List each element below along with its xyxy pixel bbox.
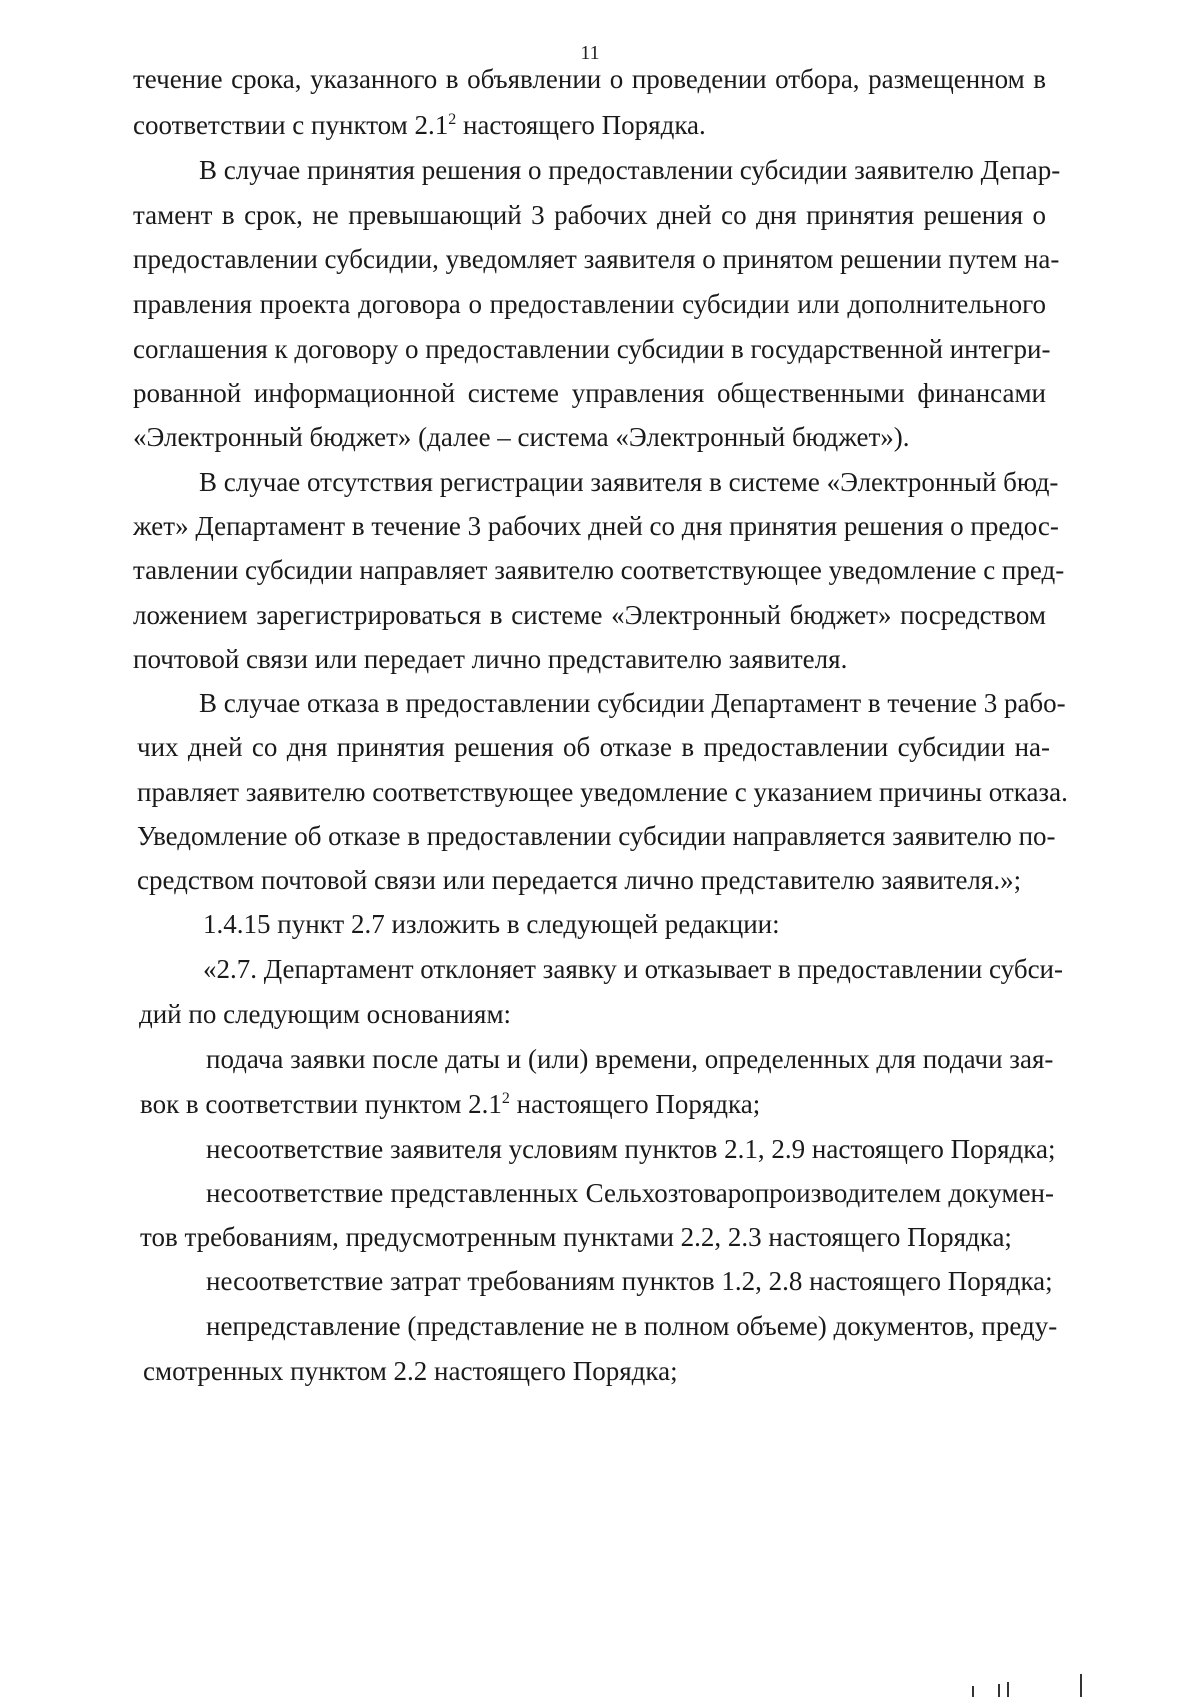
page-number: 11 — [580, 42, 600, 64]
text-line: «Электронный бюджет» (далее – система «Электронный бюджет»). — [133, 422, 910, 452]
scan-mark — [972, 1686, 974, 1697]
text-line: соответствии с пунктом $2.1^2$ настоящего Порядка. — [133, 110, 706, 140]
superscript: 2 — [501, 1090, 510, 1107]
text-line: В случае принятия решения о предоставлении субсидии заявителю Депар- — [199, 155, 1061, 185]
text-line: течение срока, указанного в объявлении о проведении отбора, размещенном в — [133, 64, 1046, 94]
text-line: подача заявки после даты и (или) времени, определенных для подачи зая- — [206, 1044, 1054, 1074]
text-line: соглашения к договору о предоставлении субсидии в государственной интегри- — [133, 334, 1051, 364]
text-line: несоответствие заявителя условиям пунктов 2.1, 2.9 настоящего Порядка; — [206, 1134, 1056, 1164]
text-line: непредставление (представление не в полном объеме) документов, преду- — [206, 1311, 1058, 1341]
text-line: чих дней со дня принятия решения об отказе в предоставлении субсидии на- — [137, 732, 1050, 762]
text-line: В случае отсутствия регистрации заявителя в системе «Электронный бюд- — [199, 467, 1059, 497]
text-line: 1.4.15 пункт 2.7 изложить в следующей редакции: — [203, 909, 780, 939]
text-line: жет» Департамент в течение 3 рабочих дней со дня принятия решения о предос- — [133, 511, 1059, 541]
text-line: тамент в срок, не превышающий 3 рабочих дней со дня принятия решения о — [133, 200, 1046, 230]
text-line: смотренных пунктом 2.2 настоящего Порядка; — [143, 1356, 678, 1386]
scan-mark — [1007, 1682, 1009, 1697]
text-line: несоответствие затрат требованиям пунктов 1.2, 2.8 настоящего Порядка; — [206, 1266, 1053, 1296]
text-line: дий по следующим основаниям: — [139, 999, 512, 1029]
scan-mark — [998, 1684, 1000, 1697]
text-line: почтовой связи или передает лично представителю заявителя. — [133, 644, 848, 674]
superscript: 2 — [448, 111, 457, 128]
text-line: рованной информационной системе управления общественными финансами — [133, 378, 1046, 408]
text-line: несоответствие представленных Сельхозтоваропроизводителем докумен- — [206, 1178, 1054, 1208]
text-line: правляет заявителю соответствующее уведомление с указанием причины отказа. — [137, 777, 1068, 807]
text-line: правления проекта договора о предоставлении субсидии или дополнительного — [133, 289, 1046, 319]
text-line: тавлении субсидии направляет заявителю соответствующее уведомление с пред- — [133, 555, 1065, 585]
text-line: Уведомление об отказе в предоставлении субсидии направляется заявителю по- — [137, 821, 1056, 851]
text-line: тов требованиям, предусмотренным пунктами 2.2, 2.3 настоящего Порядка; — [140, 1222, 1012, 1252]
text-line: В случае отказа в предоставлении субсидии Департамент в течение 3 рабо- — [199, 688, 1066, 718]
scan-mark — [1080, 1674, 1082, 1697]
text-line: «2.7. Департамент отклоняет заявку и отказывает в предоставлении субси- — [203, 954, 1063, 984]
text-line: ложением зарегистрироваться в системе «Электронный бюджет» посредством — [133, 600, 1046, 630]
text-line: вок в соответствии пунктом $2.1^2$ настоящего Порядка; — [140, 1089, 761, 1119]
text-line: средством почтовой связи или передается лично представителю заявителя.»; — [137, 865, 1022, 895]
text-line: предоставлении субсидии, уведомляет заявителя о принятом решении путем на- — [133, 244, 1060, 274]
